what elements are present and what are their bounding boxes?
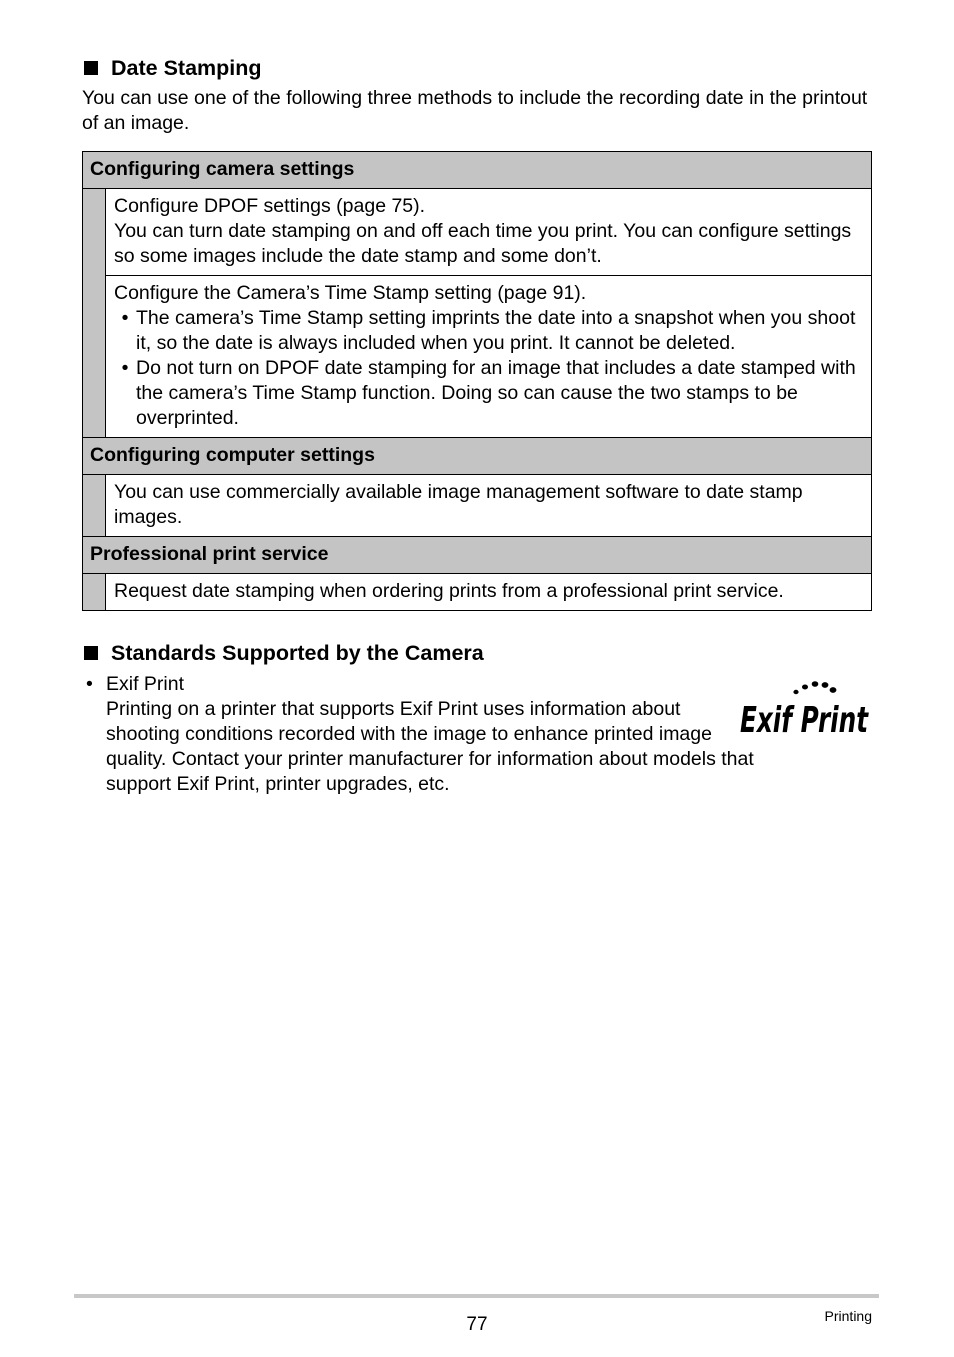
table-header-computer: Configuring computer settings	[83, 438, 872, 475]
list-item	[84, 672, 764, 797]
table-cell-computer: You can use commercially available image management software to date stamp images.	[106, 475, 872, 537]
timestamp-title: Configure the Camera’s Time Stamp setting (page 91).	[114, 282, 587, 304]
table-cell-pro: Request date stamping when ordering prints from a professional print service.	[106, 574, 872, 611]
exif-print-item	[84, 672, 764, 797]
heading-text: Date Stamping	[111, 56, 262, 80]
page-number: 77	[466, 1314, 488, 1335]
table-header-pro: Professional print service	[83, 537, 872, 574]
list-item	[114, 356, 864, 431]
bullet-icon: •	[86, 673, 93, 695]
logo-dot	[802, 685, 808, 690]
exif-print-logo	[738, 676, 872, 741]
logo-dot	[812, 681, 819, 687]
bullet-icon: •	[121, 357, 129, 379]
logo-wordmark: Exif Print	[740, 700, 870, 741]
intro-paragraph: You can use one of the following three methods to include the recording date in the printout of an image.	[82, 87, 868, 134]
table-gutter	[83, 475, 106, 537]
exif-print-body: Printing on a printer that supports Exif Print uses information about shooting conditions recorded with the image to enhance printed image quality. Contact your printer manufacturer for information about models that support Exif Print, printer upgrades, etc.	[106, 698, 754, 795]
square-bullet-icon	[84, 646, 98, 660]
table-cell-dpof	[106, 189, 872, 276]
dpof-body: You can turn date stamping on and off each time you print. You can configure settings so some images include the date stamp and some don’t.	[114, 220, 852, 267]
logo-dot	[830, 687, 837, 693]
table-header-camera: Configuring camera settings	[83, 152, 872, 189]
exif-print-title: Exif Print	[106, 673, 185, 695]
bullet-text: Do not turn on DPOF date stamping for an image that includes a date stamped with the camera’s Time Stamp function. Doing so can cause the two stamps to be overprinted.	[136, 357, 856, 429]
date-stamping-heading	[84, 55, 262, 81]
bullet-text: The camera’s Time Stamp setting imprints the date into a snapshot when you shoot it, so the date is always included when you print. It cannot be deleted.	[136, 307, 856, 354]
table-gutter	[83, 574, 106, 611]
heading-text: Standards Supported by the Camera	[111, 641, 484, 665]
standards-heading	[84, 640, 484, 666]
bullet-icon: •	[121, 307, 129, 329]
list-item	[114, 306, 864, 356]
table-gutter	[83, 189, 106, 438]
section-label: Printing	[824, 1308, 872, 1324]
dpof-title: Configure DPOF settings (page 75).	[114, 195, 426, 217]
date-stamping-table	[82, 151, 872, 611]
table-cell-timestamp	[106, 276, 872, 438]
logo-dot	[793, 690, 798, 694]
logo-dot	[822, 682, 829, 688]
footer-rule	[74, 1294, 879, 1298]
square-bullet-icon	[84, 61, 98, 75]
